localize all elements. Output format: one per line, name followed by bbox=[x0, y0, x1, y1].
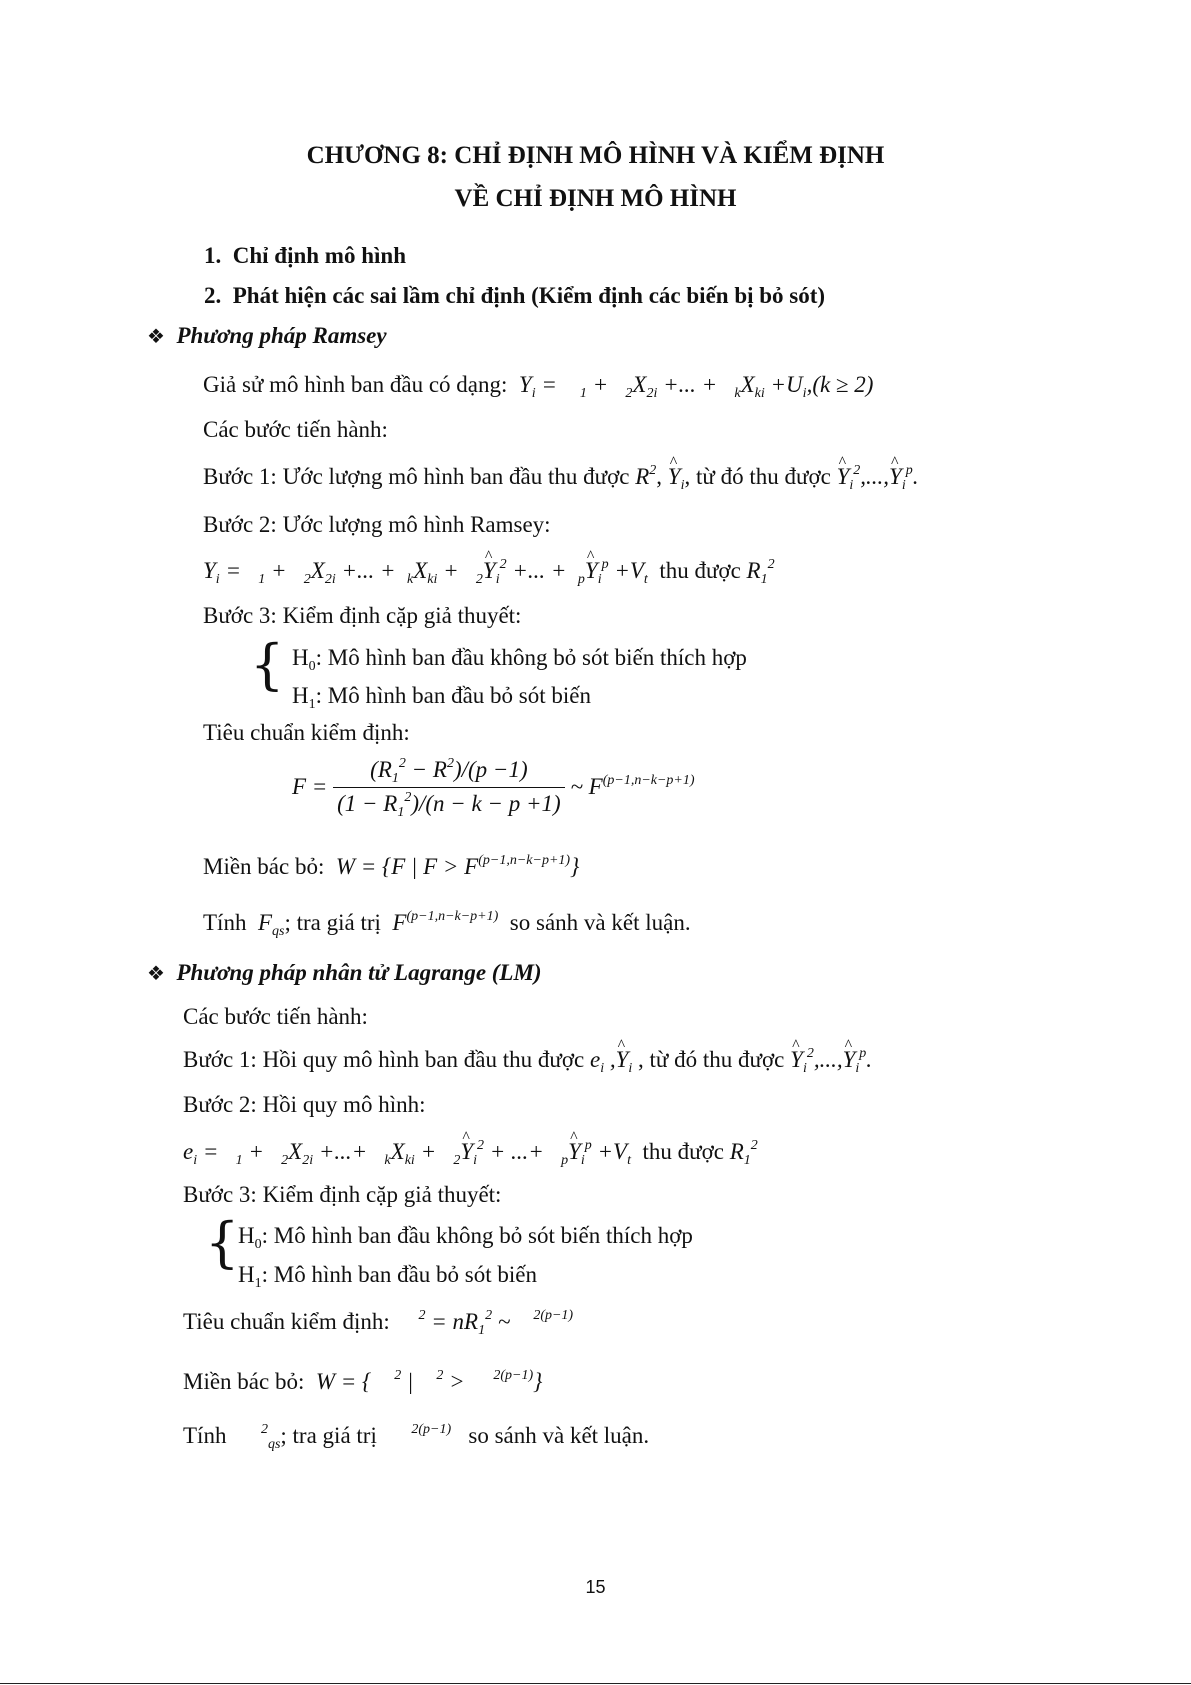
ramsey-compute bbox=[203, 909, 691, 940]
lm-rejection bbox=[183, 1368, 542, 1395]
lm-heading bbox=[147, 960, 542, 986]
ramsey-r1-squared: $R_1^2$ bbox=[746, 557, 775, 587]
lm-compute-tail: so sánh và kết luận. bbox=[468, 1423, 650, 1448]
ramsey-step3: Bước 3: Kiểm định cặp giả thuyết: bbox=[203, 603, 522, 628]
ramsey-heading bbox=[147, 323, 387, 349]
lm-model-formula: $e_i = _1 + _2X_{2i}$ +...+ $_kX_{ki}$ + $_2$^ $Y_i^2$ + ...+ $_p$^ $Y_i^p +V_t$ bbox=[183, 1139, 631, 1164]
lm-model-line bbox=[183, 1138, 758, 1169]
ramsey-f-statistic: F = $\frac{(R_1^2 - R^2)/(p -1)}{(1 - R_1^2)/(n - k - p +1)}$ ~ $F^{(p-1,n-k-p+1)}$ bbox=[292, 756, 695, 820]
lm-chi-formula: $^2 = nR_1^2$ ~ $^{2(p-1)}$ bbox=[418, 1308, 574, 1338]
outline-item-1 bbox=[204, 243, 406, 269]
lm-compute-mid: ; tra giá trị bbox=[280, 1423, 377, 1448]
ramsey-criterion: Tiêu chuẩn kiểm định: bbox=[203, 720, 410, 745]
ramsey-step1-powers: ^ $Y_i^2,...,\^{}$ $Y_i^p$. bbox=[837, 464, 919, 489]
ramsey-step1-mid: , từ đó thu được bbox=[684, 464, 831, 489]
lm-step2-tail: thu được bbox=[642, 1139, 724, 1164]
outline-text: Phát hiện các sai lầm chỉ định (Kiểm định các biến bị bỏ sót) bbox=[232, 283, 826, 308]
ramsey-intro bbox=[203, 372, 873, 402]
ramsey-step1-text: Bước 1: Ước lượng mô hình ban đầu thu được bbox=[203, 464, 630, 489]
lm-r1-squared: $R_1^2$ bbox=[729, 1138, 758, 1168]
chapter-title-line2: VỀ CHỈ ĐỊNH MÔ HÌNH bbox=[454, 185, 737, 212]
ramsey-heading-text: Phương pháp Ramsey bbox=[176, 323, 387, 348]
lm-step1 bbox=[183, 1046, 872, 1077]
lm-step3: Bước 3: Kiểm định cặp giả thuyết: bbox=[183, 1182, 502, 1207]
lm-h0-text: : Mô hình ban đầu không bỏ sót biến thích hợp bbox=[261, 1223, 693, 1248]
lm-step2: Bước 2: Hồi quy mô hình: bbox=[183, 1092, 426, 1117]
ramsey-step1-r2: $R^2$ bbox=[635, 463, 657, 489]
diamond-bullet-icon: ❖ bbox=[147, 324, 165, 348]
lm-criterion bbox=[183, 1308, 573, 1339]
ramsey-compute-mid: ; tra giá trị bbox=[284, 910, 381, 935]
lm-compute bbox=[183, 1422, 649, 1453]
page-number: 15 bbox=[585, 1577, 606, 1597]
ramsey-step2: Bước 2: Ước lượng mô hình Ramsey: bbox=[203, 512, 551, 537]
ramsey-reject-text: Miền bác bỏ: bbox=[203, 854, 325, 879]
ramsey-step1-yhat: ^ $Y_i$ bbox=[668, 464, 685, 489]
ramsey-steps-label: Các bước tiến hành: bbox=[203, 417, 388, 442]
ramsey-rejection bbox=[203, 853, 579, 880]
lm-step1-residuals: $e_i$ ,^ $Y_i$ bbox=[590, 1047, 632, 1072]
footer-rule bbox=[0, 1683, 1191, 1684]
lm-compute-text: Tính bbox=[183, 1423, 227, 1448]
lm-step1-text: Bước 1: Hồi quy mô hình ban đầu thu được bbox=[183, 1047, 585, 1072]
f-fraction: $\frac{(R_1^2 - R^2)/(p -1)}{(1 - R_1^2)/(n - k - p +1)}$ bbox=[333, 756, 565, 821]
lm-steps-label: Các bước tiến hành: bbox=[183, 1004, 368, 1029]
ramsey-compute-tail: so sánh và kết luận. bbox=[509, 910, 691, 935]
ramsey-base-model-formula: $Y_i$ = $_1 + _2X_{2i}$ +... + $_kX_{ki} +U_i,(k \ge 2)$ bbox=[513, 372, 874, 401]
ramsey-h0: $H_0$: Mô hình ban đầu không bỏ sót biến thích hợp bbox=[292, 645, 747, 674]
outline-number: 2. bbox=[204, 283, 222, 308]
f-observed: $F_{qs}$ bbox=[252, 910, 285, 939]
hypothesis-brace-icon: { bbox=[205, 1211, 240, 1274]
chi-observed: $^2_{qs}$ bbox=[260, 1422, 281, 1452]
chi-critical: 2(p−1) bbox=[411, 1422, 452, 1437]
lm-h1: $H_1$: Mô hình ban đầu bỏ sót biến bbox=[238, 1262, 537, 1291]
ramsey-model-formula: $Y_i = _1 + _2X_{2i}$ +... + $_kX_{ki}$ + $_2$^ $Y_i^2$ +... + $_p$^ $Y_i^p +V_t$ bbox=[203, 558, 648, 583]
ramsey-h1: $H_1$: Mô hình ban đầu bỏ sót biến bbox=[292, 683, 591, 712]
ramsey-step1: Bước 1: Ước lượng mô hình ban đầu thu được $R^2$, ^ $Y_i$, từ đó thu được ^ $Y_i^2,...,\^{}$ $Y_i^p$. bbox=[203, 463, 918, 494]
lm-step1-mid: , từ đó thu được bbox=[638, 1047, 785, 1072]
outline-item-2 bbox=[204, 283, 825, 309]
outline-number: 1. bbox=[204, 243, 222, 268]
hypothesis-brace-icon: { bbox=[250, 633, 285, 696]
outline-text: Chỉ định mô hình bbox=[232, 243, 406, 268]
lm-reject-text: Miền bác bỏ: bbox=[183, 1369, 305, 1394]
ramsey-h0-text: : Mô hình ban đầu không bỏ sót biến thích hợp bbox=[315, 645, 747, 670]
lm-h0: $H_0$: Mô hình ban đầu không bỏ sót biến thích hợp bbox=[238, 1223, 693, 1252]
lm-step1-powers: ^ $Y_i^2,...,\^{}$ $Y_i^p$. bbox=[790, 1047, 872, 1072]
ramsey-compute-text: Tính bbox=[203, 910, 247, 935]
f-critical: $F^{(p-1,n-k-p+1)}$ bbox=[386, 909, 499, 935]
lm-h1-text: : Mô hình ban đầu bỏ sót biến bbox=[261, 1262, 537, 1287]
ramsey-step2-tail: thu được bbox=[659, 558, 741, 583]
ramsey-model-line bbox=[203, 557, 775, 588]
lm-criterion-text: Tiêu chuẩn kiểm định: bbox=[183, 1309, 390, 1334]
lm-rejection-formula: W = { $^2$ | $^2$ > $^{2(p-1)}$} bbox=[310, 1368, 543, 1394]
ramsey-h1-text: : Mô hình ban đầu bỏ sót biến bbox=[315, 683, 591, 708]
diamond-bullet-icon: ❖ bbox=[147, 961, 165, 985]
ramsey-intro-text: Giả sử mô hình ban đầu có dạng: bbox=[203, 372, 508, 397]
lm-heading-text: Phương pháp nhân tử Lagrange (LM) bbox=[176, 960, 542, 985]
ramsey-rejection-formula: W = {F | $F > F^{(p-1,n-k-p+1)}$} bbox=[330, 853, 580, 879]
chapter-title-line1: CHƯƠNG 8: CHỈ ĐỊNH MÔ HÌNH VÀ KIỂM ĐỊNH bbox=[306, 142, 885, 169]
